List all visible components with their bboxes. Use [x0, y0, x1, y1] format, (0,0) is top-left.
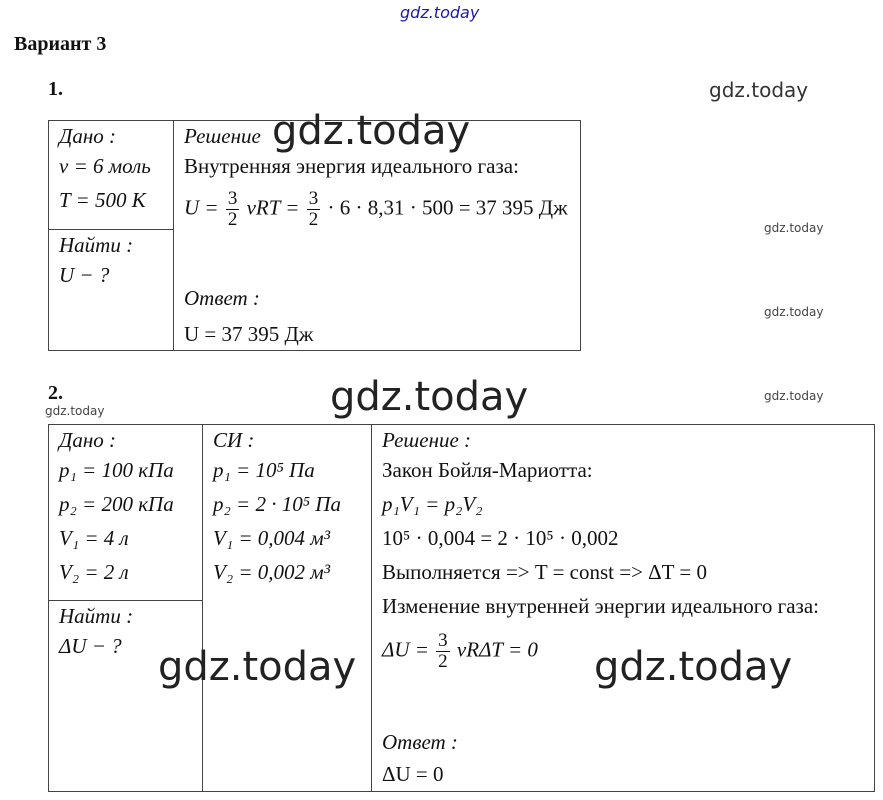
watermark: gdz.today: [330, 374, 529, 420]
fraction: [307, 189, 321, 230]
given-temperature: T = 500 К: [59, 188, 146, 212]
fraction: [226, 189, 240, 230]
watermark: gdz.today: [764, 305, 824, 319]
formula-right: νRΔT = 0: [456, 637, 538, 662]
given-cell: [49, 425, 203, 601]
find-cell: [49, 601, 203, 792]
given-cell: [49, 121, 174, 230]
given-v1: V₁ = 4 л: [59, 526, 129, 550]
fraction-numerator: 3: [308, 188, 319, 209]
answer-label: Ответ :: [184, 286, 260, 310]
fraction: [436, 631, 450, 672]
given-v2: V₂ = 2 л: [59, 560, 129, 584]
find-value: ΔU − ?: [59, 634, 122, 658]
task-number: 2.: [48, 382, 63, 404]
law-title: Закон Бойля-Мариотта:: [382, 458, 593, 482]
given-label: Дано :: [59, 428, 117, 452]
fraction-numerator: 3: [438, 630, 448, 651]
formula-left: ΔU =: [382, 637, 429, 662]
fraction-numerator: 3: [227, 188, 238, 209]
answer: U = 37 395 Дж: [184, 322, 314, 346]
watermark: gdz.today: [709, 78, 809, 102]
si-p2: p₂ = 2 · 10⁵ Па: [213, 492, 341, 516]
solution-label: Решение :: [382, 428, 472, 452]
answer-label: Ответ :: [382, 730, 458, 754]
watermark: gdz.today: [764, 221, 824, 235]
solution-text: Изменение внутренней энергии идеального газа:: [382, 594, 820, 618]
solution-cell: [174, 121, 581, 351]
boyle-equation: p₁V₁ = p₂V₂: [382, 492, 483, 516]
watermark: gdz.today: [594, 644, 793, 690]
task2-table: [48, 424, 875, 792]
formula-mid: νRT =: [246, 195, 300, 220]
page-heading: Вариант 3: [14, 33, 107, 55]
si-label: СИ :: [213, 428, 255, 452]
answer: ΔU = 0: [382, 762, 444, 786]
task1-table: [48, 120, 581, 351]
find-label: Найти :: [59, 604, 134, 628]
find-cell: [49, 230, 174, 351]
watermark: gdz.today: [45, 404, 105, 418]
formula-right: · 6 · 8,31 · 500 = 37 395 Дж: [327, 195, 568, 220]
solution-cell: [372, 425, 875, 792]
watermark: gdz.today: [272, 108, 471, 154]
watermark: gdz.today: [158, 644, 357, 690]
si-cell: [203, 425, 372, 792]
si-v2: V₂ = 0,002 м³: [213, 560, 330, 584]
si-v1: V₁ = 0,004 м³: [213, 526, 330, 550]
solution-label: Решение: [184, 124, 261, 148]
task-number: 1.: [48, 78, 63, 100]
find-value: U − ?: [59, 263, 110, 287]
numeric-check: 10⁵ · 0,004 = 2 · 10⁵ · 0,002: [382, 526, 619, 550]
fraction-denominator: 2: [227, 209, 238, 230]
given-label: Дано :: [59, 124, 117, 148]
solution-text: Внутренняя энергия идеального газа:: [184, 154, 519, 178]
watermark-top: gdz.today: [400, 3, 480, 22]
energy-formula: [184, 189, 574, 230]
formula-left: U =: [184, 195, 219, 220]
fraction-denominator: 2: [438, 651, 448, 672]
fraction-denominator: 2: [308, 209, 319, 230]
given-p1: p₁ = 100 кПа: [59, 458, 174, 482]
given-p2: p₂ = 200 кПа: [59, 492, 174, 516]
given-nu: ν = 6 моль: [59, 154, 151, 178]
find-label: Найти :: [59, 233, 134, 257]
si-p1: p₁ = 10⁵ Па: [213, 458, 315, 482]
watermark: gdz.today: [764, 389, 824, 403]
conclusion: Выполняется => T = const => ΔT = 0: [382, 560, 707, 584]
